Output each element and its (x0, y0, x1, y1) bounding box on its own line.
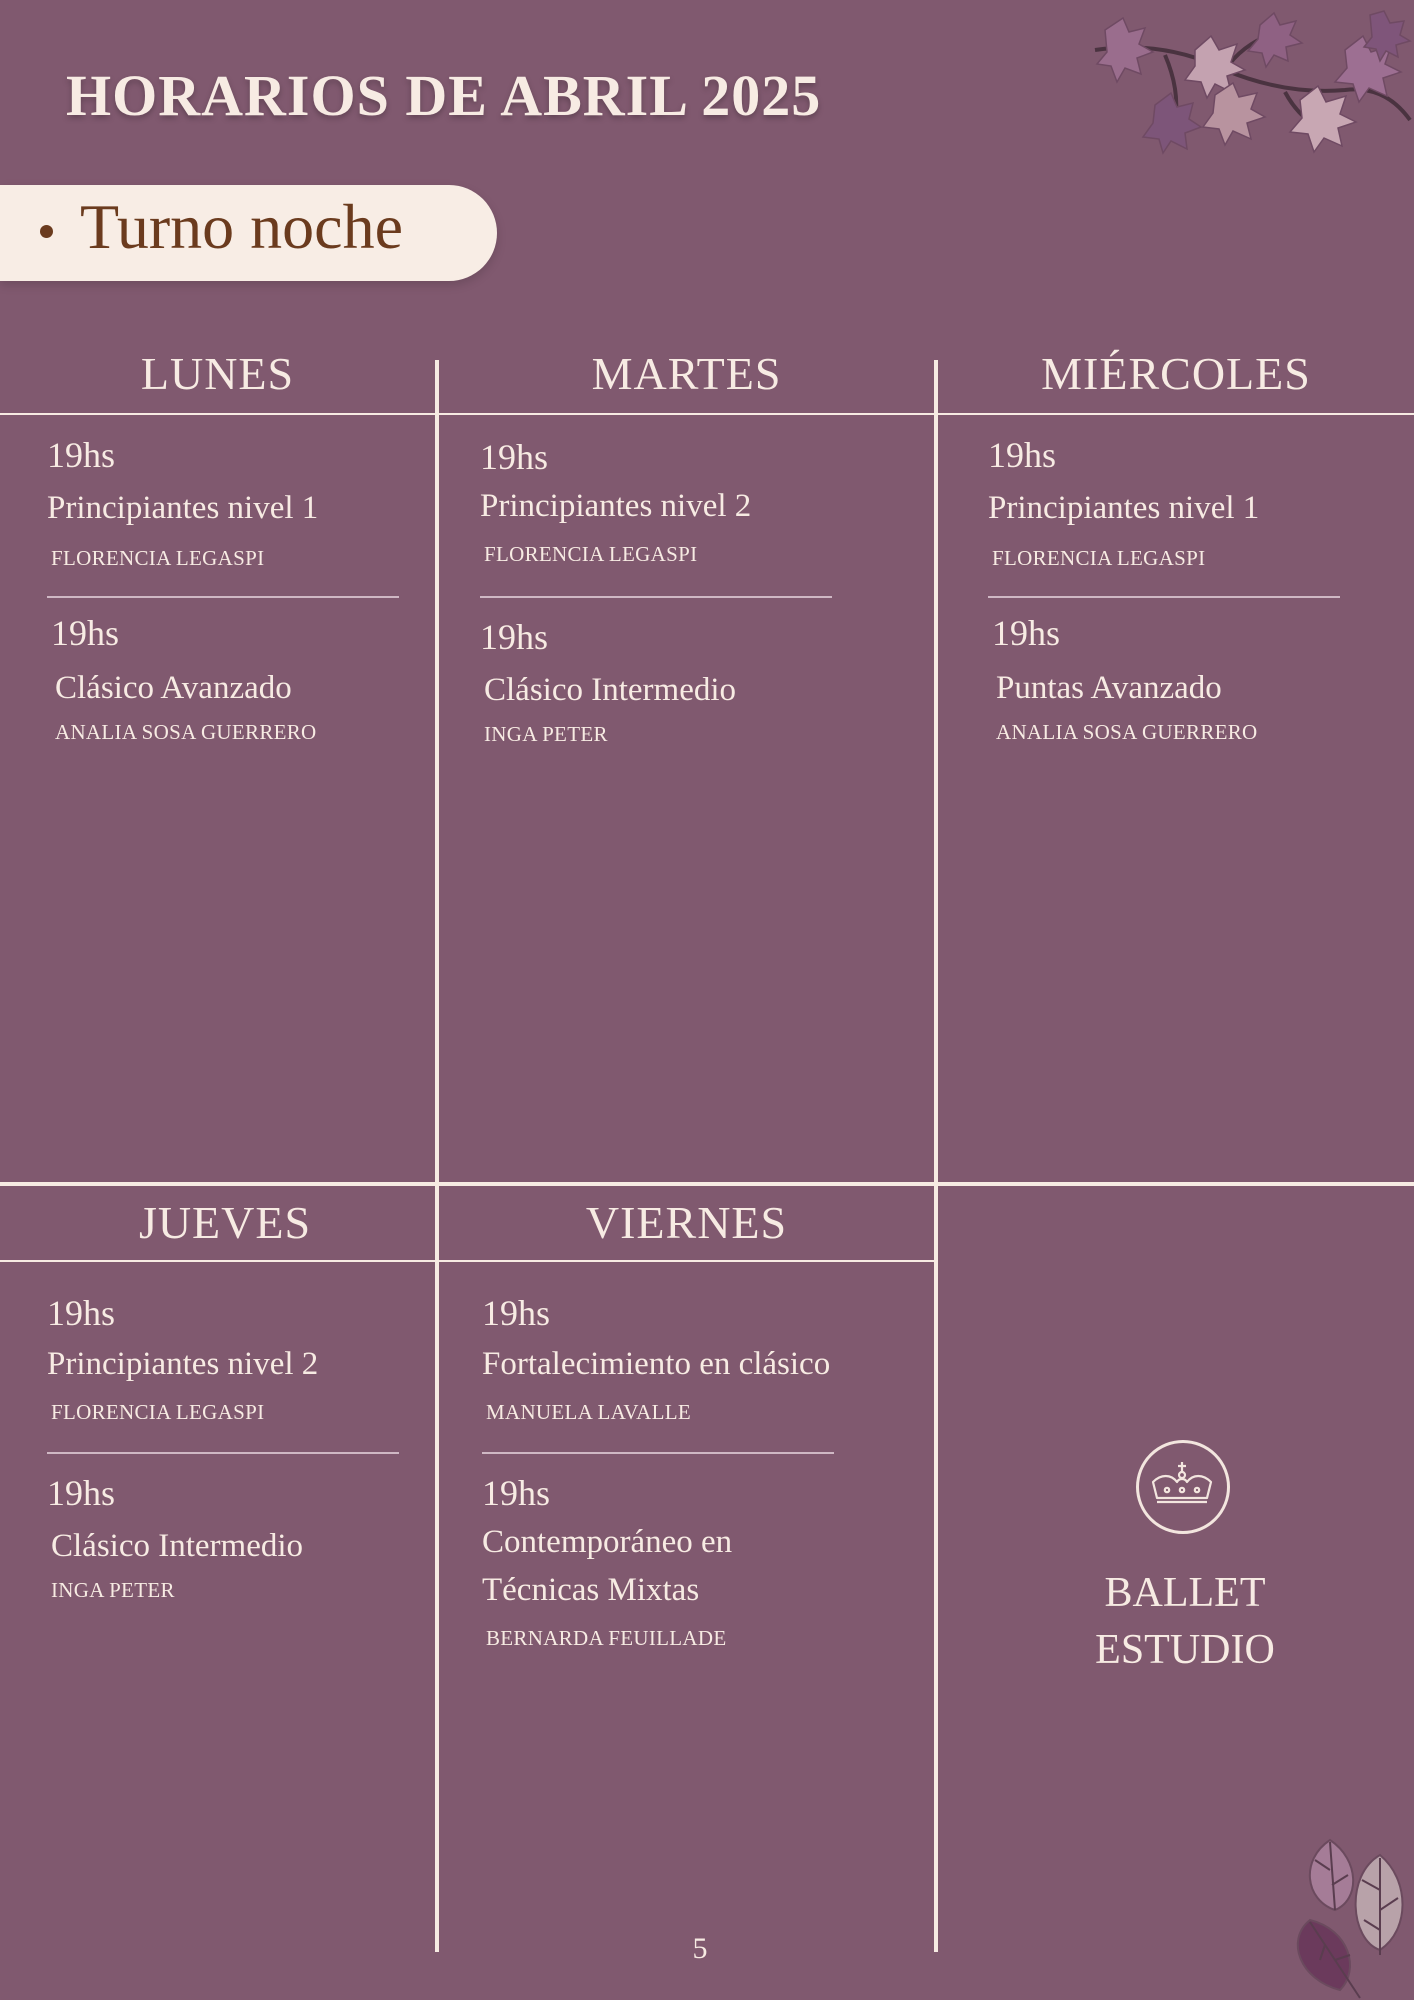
day-header-lunes: LUNES (140, 348, 295, 399)
class-name: Clásico Intermedio (484, 672, 737, 708)
brand-name (1050, 1565, 1320, 1679)
class-time: 19hs (47, 1473, 116, 1513)
shift-label: Turno noche (80, 191, 403, 262)
class-teacher: FLORENCIA LEGASPI (51, 1400, 265, 1424)
class-time: 19hs (47, 435, 116, 475)
class-separator (480, 596, 832, 598)
class-time: 19hs (482, 1293, 551, 1333)
class-teacher: ANALIA SOSA GUERRERO (55, 720, 317, 744)
class-separator (482, 1452, 834, 1454)
class-separator (47, 1452, 399, 1454)
day-header-jueves: JUEVES (138, 1197, 312, 1248)
day-header-miercoles: MIÉRCOLES (1041, 348, 1311, 399)
class-separator (47, 596, 399, 598)
leaves-decoration-bottom (1280, 1830, 1414, 2000)
header-rule-bottom (0, 1260, 936, 1262)
column-divider-2 (934, 360, 938, 1952)
crown-icon (1147, 1460, 1217, 1510)
class-time: 19hs (988, 435, 1057, 475)
class-time: 19hs (992, 613, 1061, 653)
header-rule-top (0, 413, 1414, 415)
brand-line-2: ESTUDIO (1095, 1627, 1275, 1673)
class-name: Clásico Intermedio (51, 1528, 304, 1564)
class-name: Fortalecimiento en clásico (482, 1346, 831, 1382)
class-name: Principiantes nivel 1 (47, 490, 319, 526)
leaves-decoration-top (1085, 10, 1414, 180)
class-teacher: ANALIA SOSA GUERRERO (996, 720, 1258, 744)
class-time: 19hs (480, 617, 549, 657)
row-divider (0, 1182, 1414, 1186)
class-time: 19hs (482, 1473, 551, 1513)
bullet-icon (40, 225, 53, 238)
class-name-line2: Técnicas Mixtas (482, 1572, 700, 1608)
class-teacher: INGA PETER (51, 1578, 175, 1602)
class-teacher: INGA PETER (484, 722, 608, 746)
class-time: 19hs (47, 1293, 116, 1333)
class-name: Clásico Avanzado (55, 670, 292, 706)
class-name: Puntas Avanzado (996, 670, 1222, 706)
page-number: 5 (692, 1932, 708, 1965)
class-teacher: FLORENCIA LEGASPI (51, 546, 265, 570)
class-teacher: FLORENCIA LEGASPI (484, 542, 698, 566)
class-time: 19hs (480, 437, 549, 477)
class-name: Principiantes nivel 2 (47, 1346, 319, 1382)
day-header-martes: MARTES (591, 348, 782, 399)
class-teacher: FLORENCIA LEGASPI (992, 546, 1206, 570)
class-name: Contemporáneo en (482, 1524, 733, 1560)
page-title: HORARIOS DE ABRIL 2025 (66, 63, 822, 128)
class-name: Principiantes nivel 2 (480, 488, 752, 524)
brand-line-1: BALLET (1104, 1570, 1266, 1616)
class-time: 19hs (51, 613, 120, 653)
class-teacher: MANUELA LAVALLE (486, 1400, 691, 1424)
class-teacher: BERNARDA FEUILLADE (486, 1626, 727, 1650)
column-divider-1 (435, 360, 439, 1952)
day-header-viernes: VIERNES (585, 1197, 788, 1248)
class-separator (988, 596, 1340, 598)
class-name: Principiantes nivel 1 (988, 490, 1260, 526)
